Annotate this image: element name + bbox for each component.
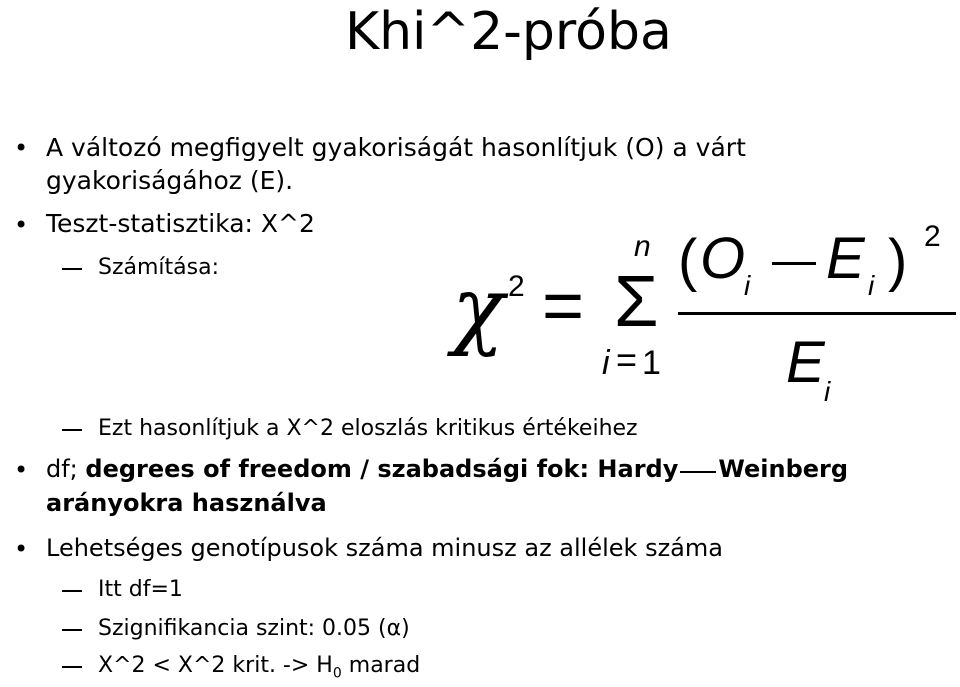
sub-bullet-decision (98, 652, 420, 687)
formula-denominator-subscript: i (824, 376, 831, 407)
formula-equals: = (542, 266, 585, 346)
sub-bullet-dash (62, 666, 82, 668)
sub-bullet-significance: Szignifikancia szint: 0.05 (α) (98, 616, 410, 641)
decision-prefix: X^2 < X^2 krit. -> H (98, 653, 333, 678)
formula-numerator-exponent: 2 (924, 220, 941, 253)
sub-bullet-dash (62, 629, 82, 631)
bullet-test-statistic: Teszt-statisztika: X^2 (46, 209, 315, 238)
bullet-degrees-of-freedom-line1 (46, 453, 848, 485)
formula-fraction-bar (678, 312, 956, 315)
bullet-dot: • (14, 134, 29, 162)
formula-close-paren: ) (888, 228, 908, 293)
bullet-genotype-count: Lehetséges genotípusok száma minusz az allélek száma (46, 534, 723, 562)
decision-subscript: 0 (332, 665, 342, 682)
formula-chi-exponent: 2 (508, 270, 525, 303)
bullet-observed-vs-expected-line2: gyakoriságához (E). (46, 166, 294, 195)
decision-suffix: marad (341, 653, 421, 678)
formula-sigma: Σ (614, 262, 659, 342)
bullet-dot: • (14, 535, 29, 563)
df-prefix: df; (46, 455, 86, 483)
chi-square-formula (450, 220, 960, 418)
df-connector-line (680, 471, 716, 473)
formula-sum-lower-eq: = (616, 339, 638, 380)
formula-expected-subscript: i (868, 270, 875, 301)
bullet-dot: • (14, 456, 29, 484)
df-definition: degrees of freedom / szabadsági fok: Hardy (85, 455, 679, 483)
formula-observed: O (700, 226, 746, 291)
sub-bullet-dash (62, 268, 82, 270)
formula-observed-subscript: i (744, 270, 751, 301)
sub-bullet-calculation: Számítása: (98, 255, 219, 280)
formula-minus-sign (772, 262, 816, 265)
formula-open-paren: ( (678, 228, 698, 293)
page-title: Khi^2-próba (345, 2, 672, 62)
formula-denominator: E (786, 330, 825, 395)
formula-sum-upper: n (634, 230, 651, 263)
bullet-degrees-of-freedom-line2: arányokra használva (46, 489, 327, 517)
formula-sum-lower-val: 1 (642, 344, 661, 382)
sub-bullet-critical-values: Ezt hasonlítjuk a X^2 eloszlás kritikus értékeihez (98, 416, 638, 441)
formula-expected: E (826, 226, 865, 291)
formula-chi: χ (452, 259, 505, 359)
sub-bullet-df-value: Itt df=1 (98, 577, 183, 602)
df-weinberg: Weinberg (718, 455, 849, 483)
bullet-dot: • (14, 211, 29, 239)
bullet-observed-vs-expected-line1: A változó megfigyelt gyakoriságát hasonlítjuk (O) a várt (46, 133, 746, 162)
formula-sum-lower-var: i (602, 344, 610, 382)
sub-bullet-dash (62, 429, 82, 431)
sub-bullet-dash (62, 590, 82, 592)
